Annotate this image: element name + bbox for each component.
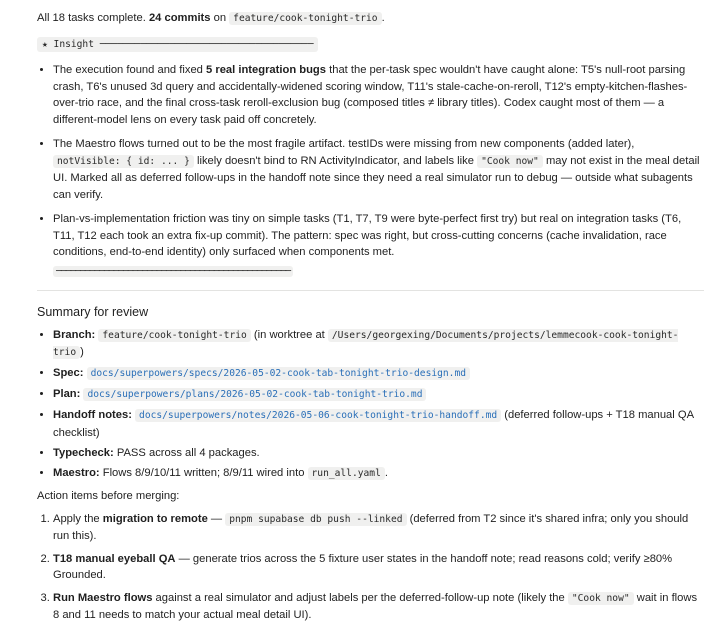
summary-typecheck: • Typecheck: PASS across all 4 packages. [53,445,704,462]
plan-link[interactable]: docs/superpowers/plans/2026-05-02-cook-tab-tonight-trio.md [83,388,426,401]
branch-code: feature/cook-tonight-trio [229,12,381,25]
action-item: 3. Run Maestro flows against a real simulator and adjust labels per the deferred-follow-up note (likely the "Cook now" wait in flows 8 and 11 needs to match your actual meal detail UI). [53,590,704,624]
insight-list [37,62,704,261]
run-all-code: run_all.yaml [308,467,385,480]
action-items-title: Action items before merging: [37,490,180,502]
summary-plan: • Plan: docs/superpowers/plans/2026-05-02-cook-tab-tonight-trio.md [53,386,704,404]
branch-name-code: feature/cook-tonight-trio [98,329,250,342]
summary-maestro: • Maestro: Flows 8/9/10/11 written; 8/9/11 wired into run_all.yaml . [53,465,704,483]
migration-command-code: pnpm supabase db push --linked [225,513,406,526]
action-item: 1. Apply the migration to remote — pnpm supabase db push --linked (deferred from T2 since it's shared infra; only you should run this). [53,511,704,545]
status-line: All 18 tasks complete. 24 commits on feature/cook-tonight-trio . [37,12,385,24]
spec-link[interactable]: docs/superpowers/specs/2026-05-02-cook-tab-tonight-trio-design.md [87,367,470,380]
divider [37,290,704,291]
handoff-link[interactable]: docs/superpowers/notes/2026-05-06-cook-tonight-trio-handoff.md [135,409,501,422]
summary-spec: • Spec: docs/superpowers/specs/2026-05-02-cook-tab-tonight-trio-design.md [53,365,704,383]
insight-item: • Plan-vs-implementation friction was tiny on simple tasks (T1, T7, T9 were byte-perfect first try) but real on integration tasks (T6, T11, T12 each took an extra fix-up commit). The pattern: spec was right, but cross-cutting concerns (cache invalidation, race conditions, end-to-end identity) only surfaced when components met. [53,211,704,261]
action-item: 2. T18 manual eyeball QA — generate trios across the 5 fixture user states in the handoff note; read reasons cold; verify ≥80% Grounded. [53,551,704,584]
worktree-path-code: /Users/georgexing/Documents/projects/lemmecook-cook-tonight-trio [53,329,679,358]
insight-item: • The execution found and fixed 5 real integration bugs that the per-task spec wouldn't have caught alone: T5's null-root parsing crash, T6's unused 3d query and accidentally-widened scoring window, T11's stale-cache-on-reroll, T12's empty-kitchen-flashes-over-trio race, and the final cross-task reroll-exclusion bug (composed titles ≠ library titles). Codex caught most of them — a different-model lens on every task paid off concretely. [53,62,704,128]
summary-title: Summary for review [37,305,149,319]
insight-footer-rule: ───────────────────────────────────────────────── [53,263,704,281]
summary-branch: • Branch: feature/cook-tonight-trio (in worktree at /Users/georgexing/Documents/projects/lemmecook-cook-tonight-trio ) [53,327,704,362]
insight-item: • The Maestro flows turned out to be the most fragile artifact. testIDs were missing from new components (added later), notVisible: { id: ... } likely doesn't bind to RN ActivityIndicator, and labels like "Cook now" may not exist in the meal detail UI. Marked all as deferred follow-ups in the handoff note since they need a real simulator run to debug — outside what subagents can verify. [53,136,704,203]
summary-list [37,327,704,483]
summary-handoff: • Handoff notes: docs/superpowers/notes/2026-05-06-cook-tonight-trio-handoff.md (deferred follow-ups + T18 manual QA checklist) [53,407,704,441]
action-items-list [37,511,704,624]
commit-count: 24 commits [148,12,211,24]
insight-header: ★ Insight ───────────────────────────────────── [37,36,318,54]
